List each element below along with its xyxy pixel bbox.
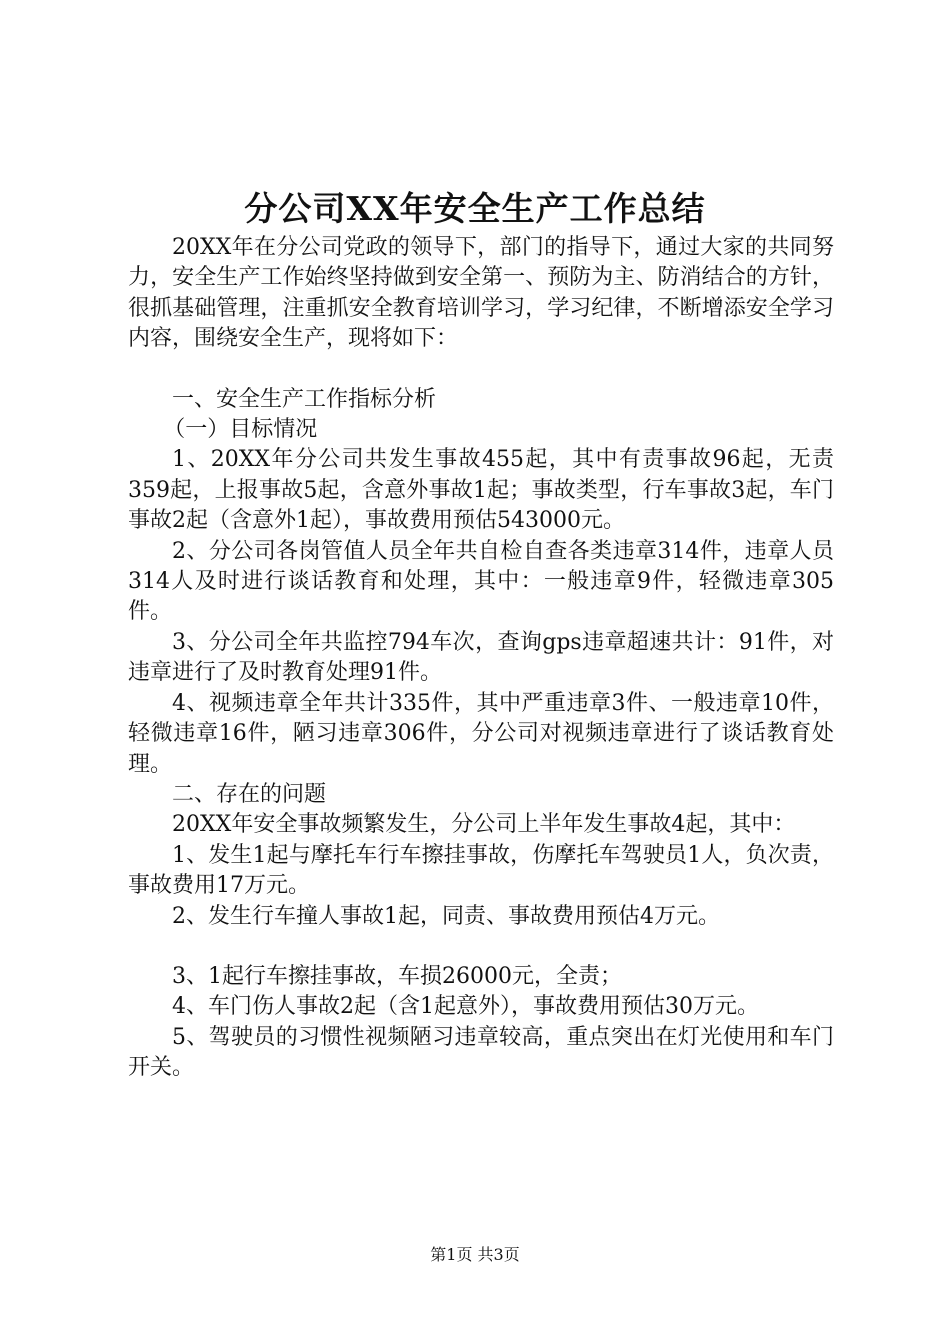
- problem-item-5: 5、驾驶员的习惯性视频陋习违章较高，重点突出在灯光使用和车门开关。: [128, 1024, 834, 1081]
- subsection-heading-1: （一）目标情况: [163, 417, 318, 443]
- problems-intro: 20XX年安全事故频繁发生，分公司上半年发生事故4起，其中：: [172, 812, 796, 838]
- problem-item-3: 3、1起行车擦挂事故，车损26000元，全责；: [172, 963, 622, 989]
- document-body: [128, 233, 834, 1084]
- indicator-item-3: 3、分公司全年共监控794车次，查询gps违章超速共计：91件，对违章进行了及时教育处理91件。: [128, 629, 834, 686]
- indicator-item-2: 2、分公司各岗管值人员全年共自检自查各类违章314件，违章人员314人及时进行谈话教育和处理，其中：一般违章9件，轻微违章305件。: [128, 538, 834, 625]
- problem-item-1: 1、发生1起与摩托车行车擦挂事故，伤摩托车驾驶员1人，负次责，事故费用17万元。: [128, 842, 834, 899]
- section-heading-2: 二、存在的问题: [172, 781, 327, 807]
- problem-item-2: 2、发生行车撞人事故1起，同责、事故费用预估4万元。: [172, 903, 720, 929]
- indicator-item-1: 1、20XX年分公司共发生事故455起，其中有责事故96起，无责359起，上报事故5起，含意外事故1起；事故类型，行车事故3起，车门事故2起（含意外1起），事故费用预估543000元。: [128, 447, 834, 534]
- section-heading-1: 一、安全生产工作指标分析: [172, 386, 437, 412]
- indicator-item-4: 4、视频违章全年共计335件，其中严重违章3件、一般违章10件，轻微违章16件，陋习违章306件，分公司对视频违章进行了谈话教育处理。: [128, 690, 834, 777]
- document-title: 分公司XX年安全生产工作总结: [244, 189, 706, 228]
- intro-paragraph: 20XX年在分公司党政的领导下，部门的指导下，通过大家的共同努力，安全生产工作始终坚持做到安全第一、预防为主、防消结合的方针，很抓基础管理，注重抓安全教育培训学习，学习纪律，不断增添安全学习内容，围绕安全生产，现将如下：: [128, 235, 834, 352]
- page-number-footer: 第1页 共3页: [430, 1245, 520, 1264]
- problem-item-4: 4、车门伤人事故2起（含1起意外），事故费用预估30万元。: [172, 994, 759, 1020]
